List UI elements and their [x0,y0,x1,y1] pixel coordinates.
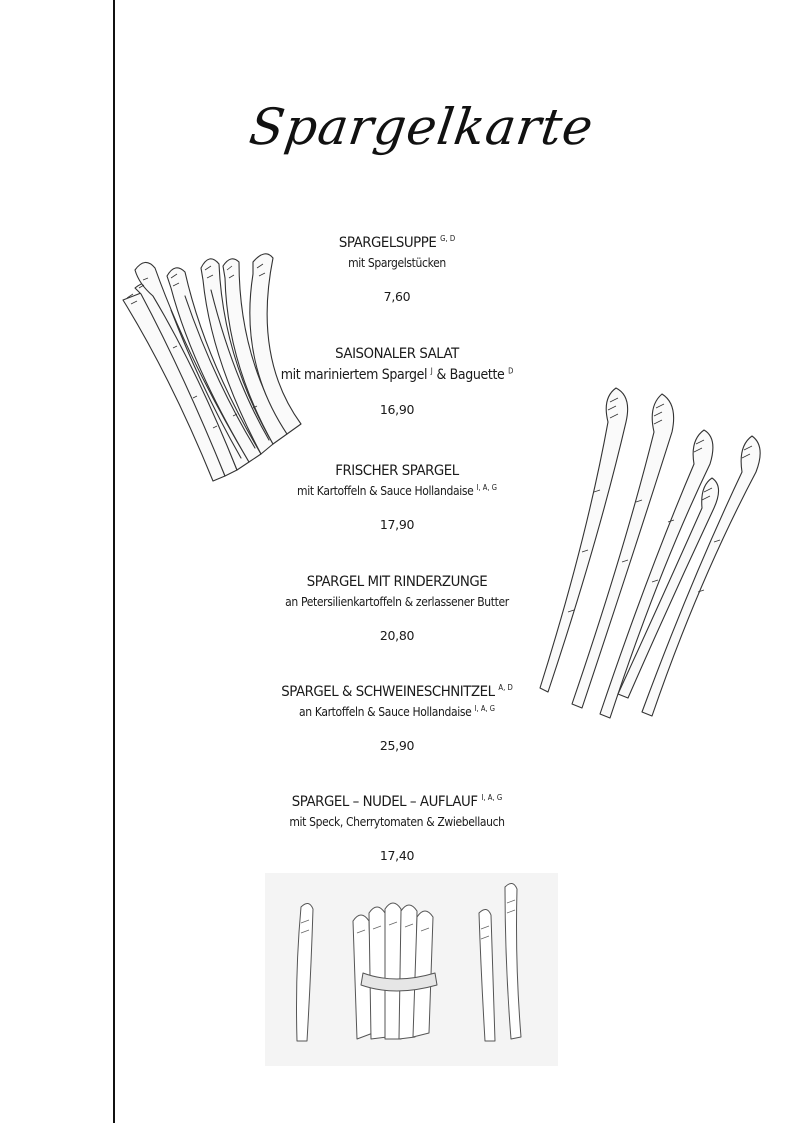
allergen-codes: D [508,366,514,376]
item-description-tail: & Baguette [436,367,505,383]
item-price: 17,90 [379,517,415,532]
allergen-codes: I, A, G [474,704,495,713]
item-price: 7,60 [383,289,411,304]
allergen-codes: A, D [498,683,513,693]
item-name: FRISCHER SPARGEL [335,463,459,479]
menu-item [255,234,539,304]
asparagus-bundle-illustration-bottom [265,873,558,1066]
item-price: 25,90 [379,738,415,753]
item-description: mit Spargelstücken [348,256,446,270]
item-price: 16,90 [379,402,415,417]
allergen-codes: I, A, G [476,483,497,492]
menu-item [255,462,539,532]
menu-item [255,793,539,863]
menu-item [255,345,539,417]
item-description: mit Speck, Cherrytomaten & Zwiebellauch [289,815,505,829]
menu-item [255,683,539,753]
item-description: mit Kartoffeln & Sauce Hollandaise [297,484,474,498]
allergen-codes: I, A, G [481,793,503,803]
allergen-codes: G, D [440,234,456,244]
item-name: SPARGEL MIT RINDERZUNGE [306,574,488,590]
item-name: SPARGEL – NUDEL – AUFLAUF [291,794,478,810]
item-description: mit mariniertem Spargel [280,367,428,383]
item-name: SAISONALER SALAT [335,346,459,362]
page-title: Spargelkarte [245,98,598,156]
item-price: 20,80 [379,628,415,643]
item-name: SPARGELSUPPE [338,235,437,251]
item-name: SPARGEL & SCHWEINESCHNITZEL [281,684,495,700]
item-description: an Petersilienkartoffeln & zerlassener Butter [285,595,509,609]
allergen-codes: J [430,366,433,376]
menu-item [255,573,539,643]
item-price: 17,40 [379,848,415,863]
asparagus-spears-illustration [538,382,770,722]
margin-line [113,0,115,1123]
item-description: an Kartoffeln & Sauce Hollandaise [298,705,472,719]
